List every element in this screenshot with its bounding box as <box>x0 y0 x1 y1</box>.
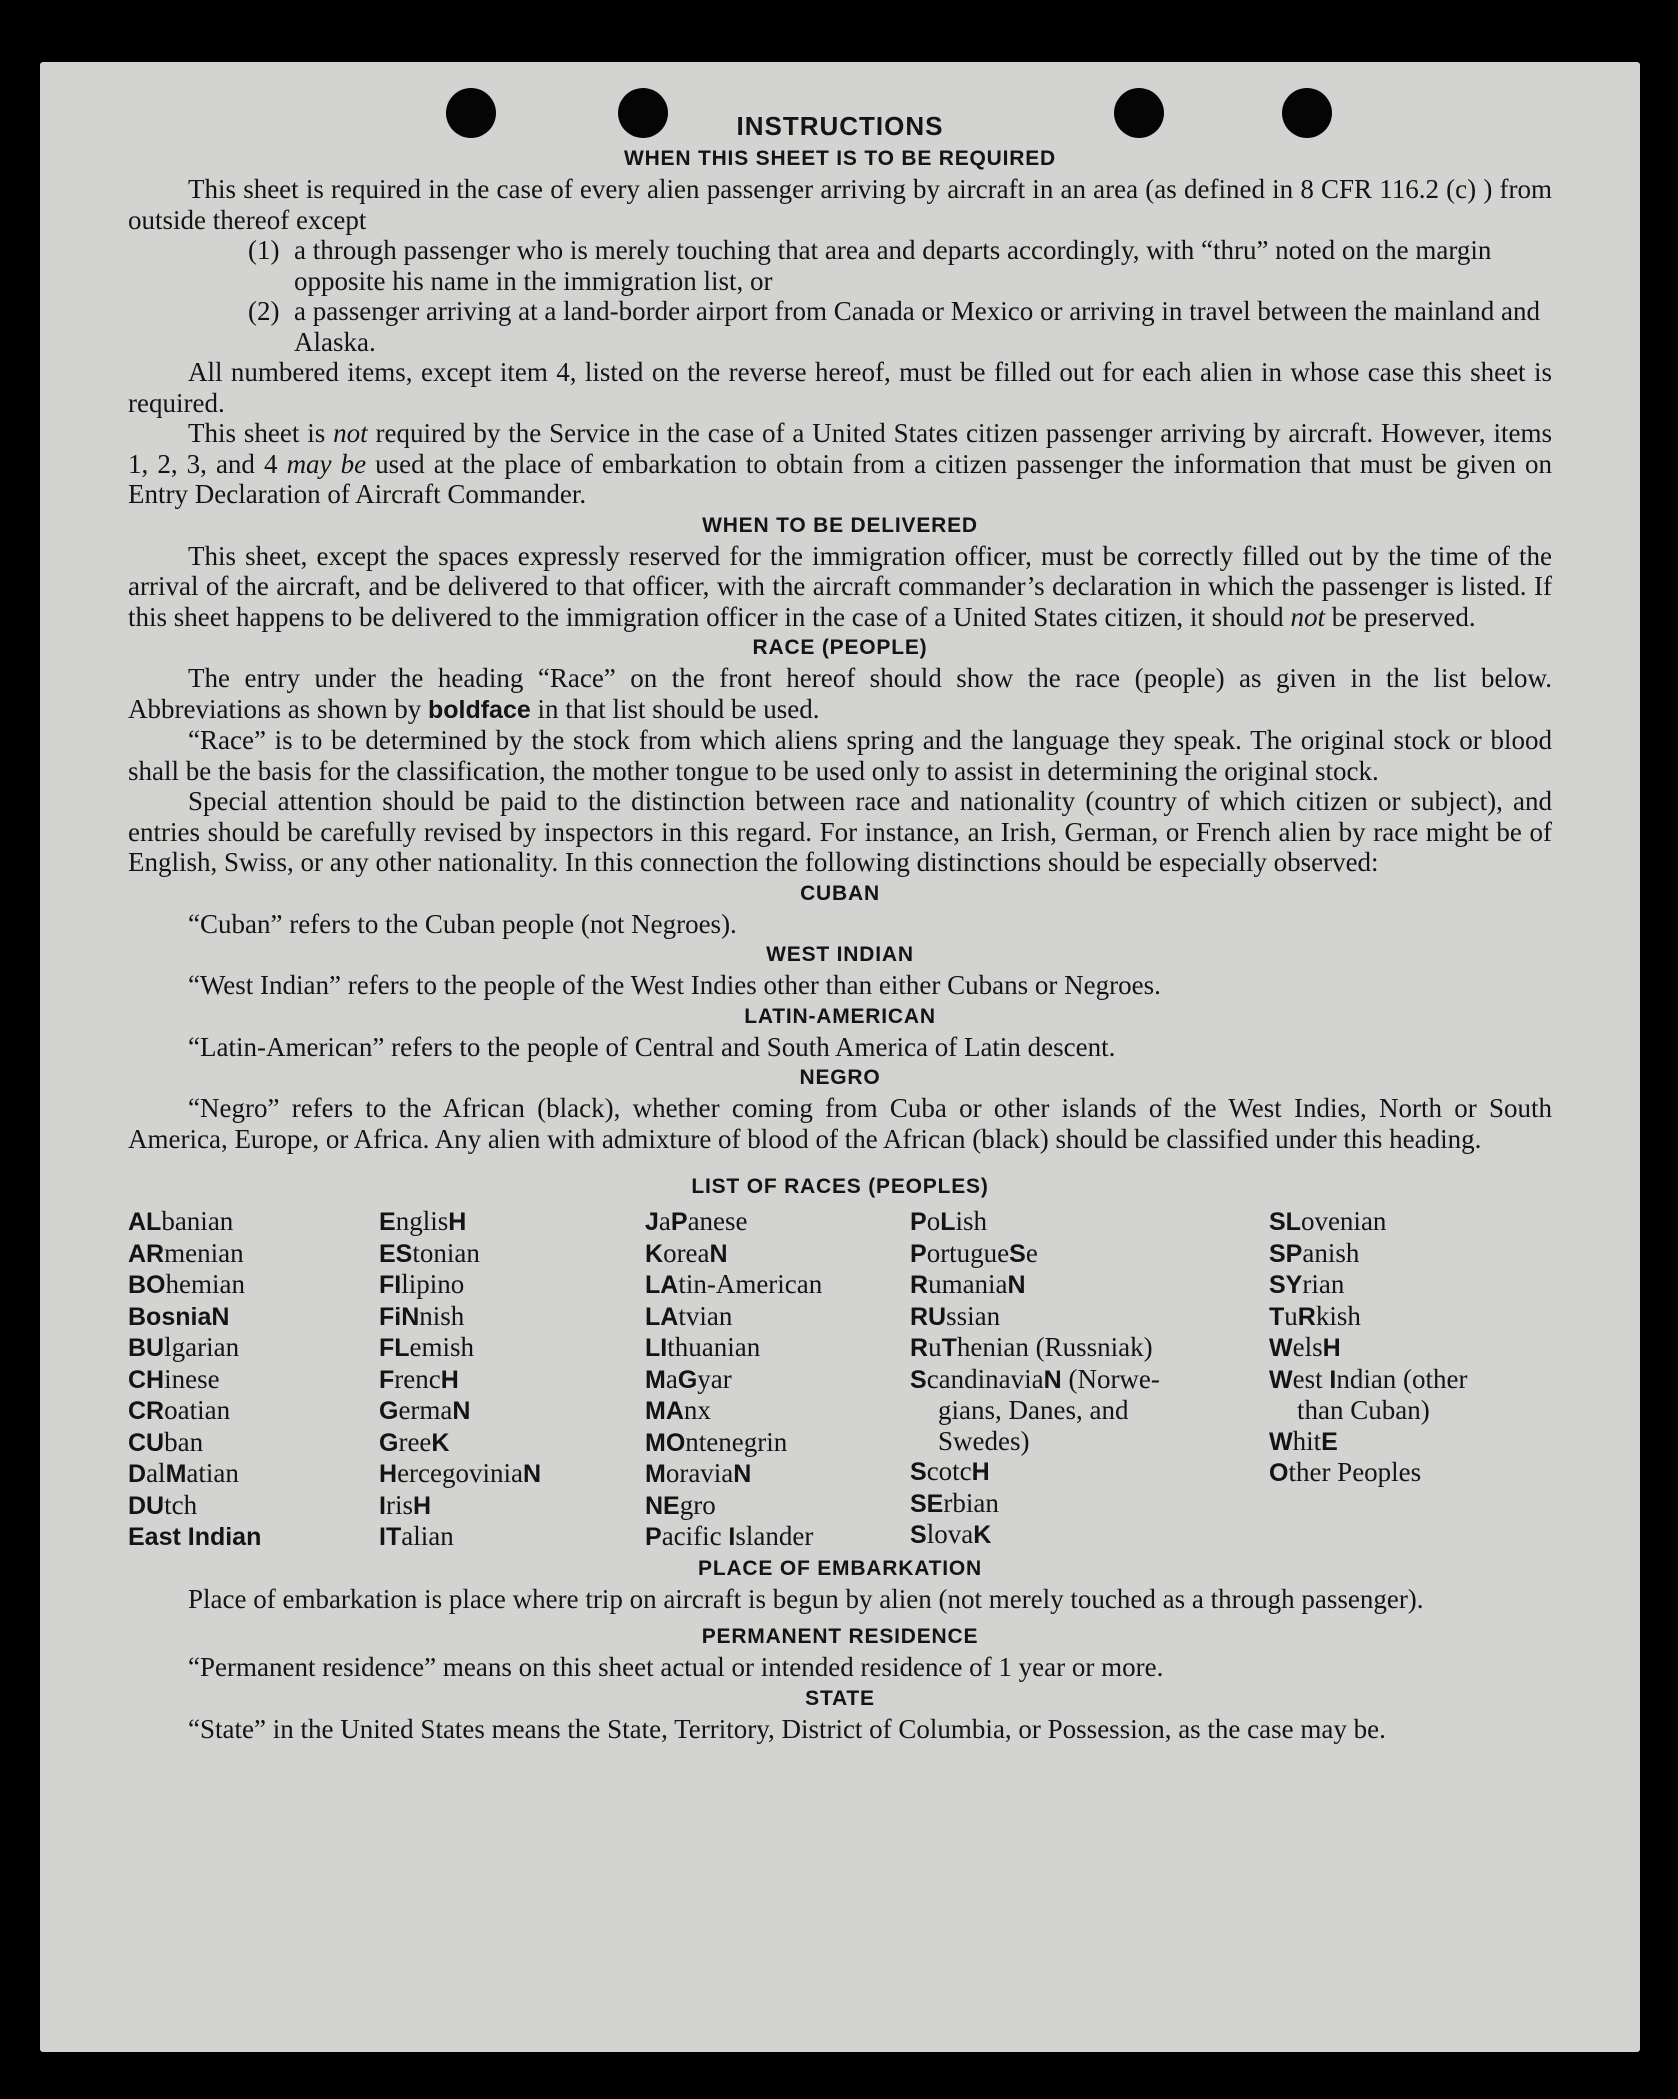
race-entry: DalMatian <box>128 1458 239 1488</box>
race-entry: MoraviaN <box>645 1458 752 1488</box>
document-sheet <box>40 62 1640 2052</box>
definition-text: “West Indian” refers to the people of the West Indies other than either Cubans or Negroes. <box>188 970 1161 1000</box>
section-heading: STATE <box>805 1686 875 1710</box>
race-entry: West Indian (other <box>1269 1363 1468 1394</box>
race-entry: PoLish <box>910 1206 987 1236</box>
race-entry: BOhemian <box>128 1269 245 1299</box>
race-entry: MaGyar <box>645 1363 732 1394</box>
list-number: (2) <box>248 296 280 326</box>
race-entry: SYrian <box>1269 1269 1345 1299</box>
race-entry: ITalian <box>379 1521 454 1551</box>
race-entry: ScotcH <box>910 1456 990 1486</box>
paragraph: This sheet is required in the case of every alien passenger arriving by aircraft in an area (as defined in 8 CFR 116.2 (c) ) from outside thereof except <box>128 174 1552 235</box>
section-heading: PERMANENT RESIDENCE <box>701 1625 979 1648</box>
race-column <box>1269 1206 1539 1553</box>
list-text: a through passenger who is merely touching that area and departs accordingly, with “thru” noted on the margin opposite his name in the immigration list, or <box>294 235 1492 296</box>
race-entry: CRoatian <box>128 1395 231 1425</box>
paragraph: “State” in the United States means the State, Territory, District of Columbia, or Possession, as the case may be. <box>188 1713 1386 1744</box>
race-entry: MOntenegrin <box>645 1426 788 1457</box>
race-entry: WhitE <box>1269 1425 1338 1456</box>
race-entry: SPanish <box>1269 1237 1360 1268</box>
section-heading: LATIN-AMERICAN <box>744 1004 936 1028</box>
race-entry: Other Peoples <box>1269 1457 1422 1487</box>
race-column <box>910 1206 1269 1553</box>
paragraph: “Race” is to be determined by the stock from which aliens spring and the language they speak. The original stock or blood shall be the basis for the classification, the mother tongue to be used only to assist in determining the original stock. <box>128 725 1552 786</box>
section-heading: WEST INDIAN <box>766 943 914 966</box>
race-entry: SLovenian <box>1269 1206 1387 1236</box>
definition-text: “Negro” refers to the African (black), whether coming from Cuba or other islands of the West Indies, North or South America, Europe, or Africa. Any alien with admixture of blood of the African (black) should be classified under this heading. <box>128 1093 1552 1154</box>
list-number: (1) <box>248 235 280 265</box>
race-entry: HercegoviniaN <box>379 1458 542 1488</box>
paragraph: This sheet, except the spaces expressly reserved for the immigration officer, must be correctly filled out by the time of the arrival of the aircraft, and be delivered to that officer, with the aircraft commander’s declaration in which the passenger is listed. If this sheet happens to be delivered to the immigration officer in the case of a United States citizen, it should not be preserved. <box>128 540 1552 632</box>
race-entry: GreeK <box>379 1426 450 1457</box>
race-entry: CUban <box>128 1426 204 1457</box>
race-entry: RUssian <box>910 1300 1001 1331</box>
section-heading: WHEN TO BE DELIVERED <box>702 513 978 537</box>
paragraph: “Permanent residence” means on this sheet actual or intended residence of 1 year or more. <box>188 1652 1164 1682</box>
race-entry: TuRkish <box>1269 1300 1361 1331</box>
paragraph: This sheet is not required by the Service in the case of a United States citizen passenger arriving by aircraft. However, items 1, 2, 3, and 4 may be used at the place of embarkation to obtain from a citizen passenger the information that must be given on Entry Declaration of Aircraft Commander. <box>128 418 1553 509</box>
race-entry: RuThenian (Russniak) <box>910 1332 1153 1362</box>
race-entry: SlovaK <box>910 1519 992 1549</box>
list-text: a passenger arriving at a land-border airport from Canada or Mexico or arriving in travel between the mainland and Alaska. <box>294 296 1541 357</box>
race-entry: WelsH <box>1269 1332 1341 1362</box>
paragraph: Special attention should be paid to the distinction between race and nationality (country of which citizen or subject), and entries should be carefully revised by inspectors in this regard. For instance, an Irish, German, or French alien by race might be of English, Swiss, or any other nationality. In this connection the following distinctions should be especially observed: <box>128 786 1552 877</box>
paragraph: The entry under the heading “Race” on the front hereof should show the race (people) as given in the list below. Abbreviations as shown by boldface in that list should be used. <box>128 663 1552 724</box>
section-heading: NEGRO <box>799 1066 881 1089</box>
race-entry: LAtin-American <box>645 1269 823 1299</box>
paragraph: Place of embarkation is place where trip on aircraft is begun by alien (not merely touched as a through passenger). <box>188 1583 1424 1614</box>
race-entry: East Indian <box>128 1523 262 1551</box>
list-item <box>248 296 1552 357</box>
list-item <box>248 235 1552 296</box>
definition-text: “Cuban” refers to the Cuban people (not Negroes). <box>188 908 737 939</box>
race-entry: LAtvian <box>645 1300 733 1331</box>
race-entry: gians, Danes, and <box>938 1395 1129 1425</box>
race-entry: RumaniaN <box>910 1269 1026 1299</box>
race-entry: BosniaN <box>128 1302 230 1331</box>
section-heading: LIST OF RACES (PEOPLES) <box>691 1175 989 1198</box>
race-entry: Pacific Islander <box>645 1521 814 1551</box>
race-entry: EStonian <box>379 1237 480 1268</box>
race-entry: JaPanese <box>645 1206 748 1236</box>
race-entry: PortugueSe <box>910 1237 1038 1268</box>
race-entry: FIlipino <box>379 1269 465 1299</box>
race-entry: FLemish <box>379 1332 475 1362</box>
race-entry: KoreaN <box>645 1237 728 1268</box>
race-column <box>128 1206 379 1553</box>
section-heading: WHEN THIS SHEET IS TO BE REQUIRED <box>623 147 1057 170</box>
section-heading: PLACE OF EMBARKATION <box>698 1556 982 1580</box>
race-entry: FrencH <box>379 1363 459 1394</box>
race-entry: NEgro <box>645 1489 716 1520</box>
race-entry: MAnx <box>645 1395 711 1425</box>
race-entry: GermaN <box>379 1395 471 1425</box>
race-list <box>128 1206 1552 1553</box>
race-column <box>645 1206 910 1553</box>
race-entry: IrisH <box>379 1489 432 1520</box>
definition-text: “Latin-American” refers to the people of Central and South America of Latin descent. <box>188 1031 1116 1062</box>
race-entry: EnglisH <box>379 1206 467 1236</box>
paragraph: All numbered items, except item 4, listed on the reverse hereof, must be filled out for each alien in whose case this sheet is required. <box>128 357 1552 418</box>
document-body <box>128 109 1552 1744</box>
section-heading: CUBAN <box>800 881 880 905</box>
race-entry: FiNnish <box>379 1300 465 1331</box>
race-entry: ARmenian <box>128 1237 244 1268</box>
race-entry: CHinese <box>128 1363 220 1394</box>
page-title: INSTRUCTIONS <box>736 111 944 141</box>
race-entry: LIthuanian <box>645 1332 761 1362</box>
race-column <box>379 1206 645 1553</box>
race-entry: Swedes) <box>938 1425 1030 1456</box>
race-entry: DUtch <box>128 1489 198 1520</box>
race-entry: ALbanian <box>128 1206 234 1236</box>
section-heading: RACE (PEOPLE) <box>752 636 928 659</box>
race-entry: SErbian <box>910 1487 999 1518</box>
race-entry: than Cuban) <box>1297 1395 1430 1425</box>
race-entry: BUlgarian <box>128 1332 240 1362</box>
race-entry: ScandinaviaN (Norwe- <box>910 1363 1160 1394</box>
